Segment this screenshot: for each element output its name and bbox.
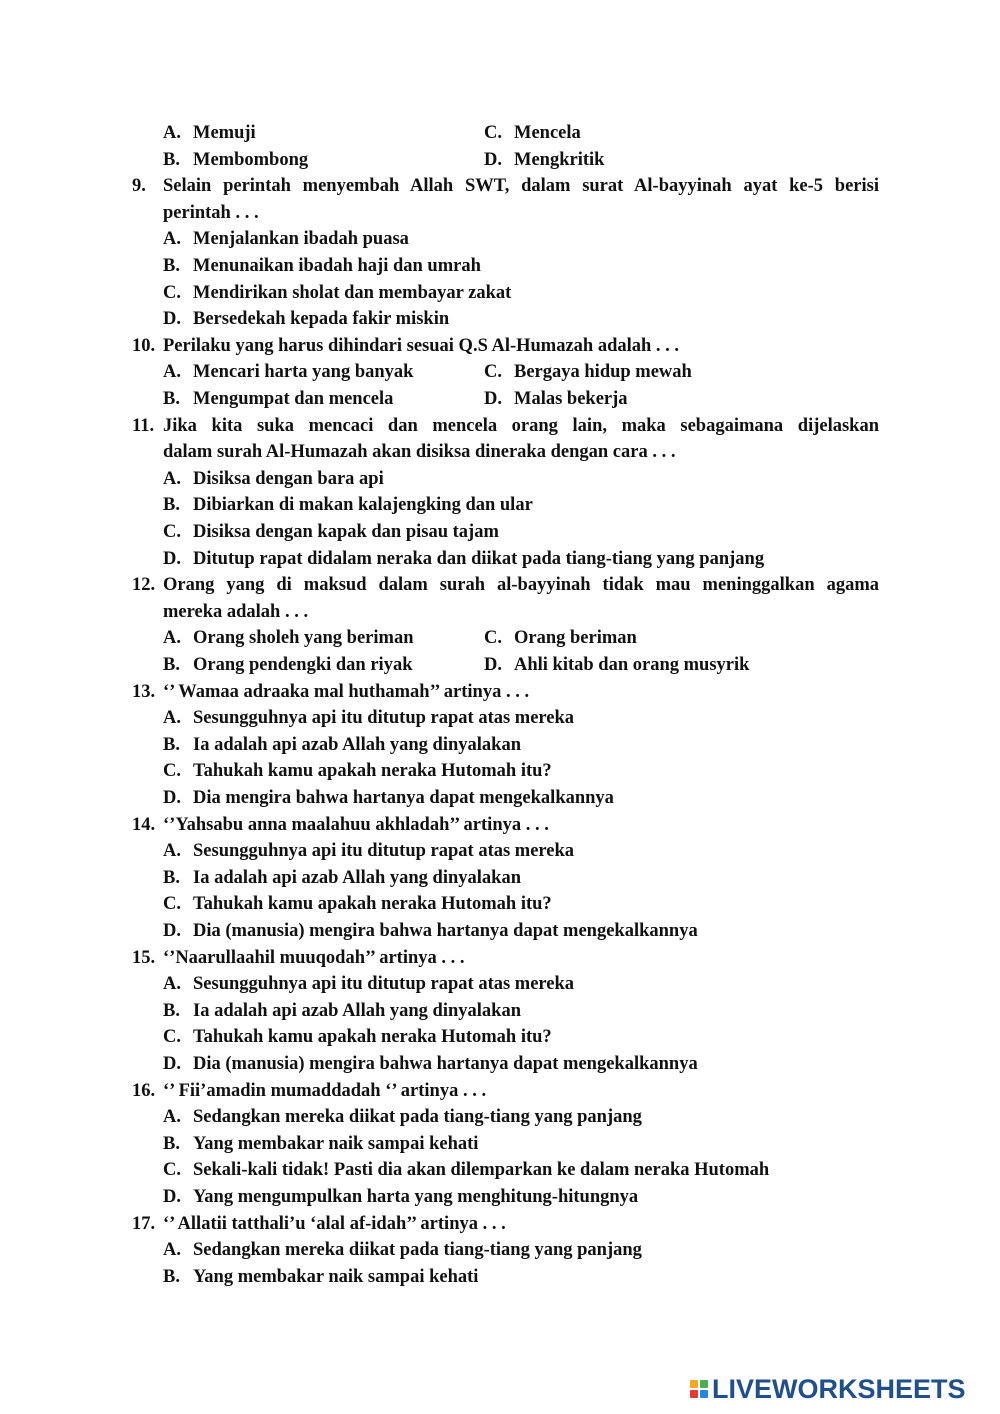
answer-option [484,627,637,649]
option-letter: D. [484,149,502,170]
answer-option [163,1106,642,1128]
option-text: Orang pendengki dan riyak [193,655,413,675]
option-letter: C. [163,522,181,542]
option-text: Mencari harta yang banyak [193,362,414,383]
question-number: 15. [132,947,156,968]
option-text: Memuji [193,123,256,143]
option-letter: C. [163,894,181,915]
question-number: 17. [132,1213,156,1234]
answer-option [484,388,628,410]
answer-option [163,973,574,995]
option-letter: A. [163,1107,181,1128]
option-text: Membombong [193,149,309,170]
question-number: 10. [132,335,156,356]
option-letter: B. [163,867,180,888]
question-number: 13. [132,681,156,702]
answer-option [484,654,749,676]
option-text: Malas bekerja [514,389,628,409]
option-letter: B. [163,495,180,516]
option-text: Bergaya hidup mewah [514,362,692,383]
answer-option [163,361,413,383]
option-text: Dia (manusia) mengira bahwa hartanya dapat mengekalkannya [193,1054,698,1074]
answer-option [163,308,449,330]
option-letter: D. [163,1054,181,1074]
option-letter: B. [163,1266,180,1287]
answer-option [163,627,413,649]
answer-option [163,840,574,862]
question-number: 14. [132,814,156,835]
option-text: Mengkritik [514,149,605,170]
option-letter: D. [163,921,181,941]
answer-option [163,920,698,942]
option-letter: A. [163,123,181,143]
option-letter: B. [163,149,180,170]
question-text: Jika kita suka mencaci dan mencela orang lain, maka sebagaimana dijelaskan [163,415,879,436]
answer-option [163,1266,478,1288]
option-text: Disiksa dengan kapak dan pisau tajam [193,522,499,542]
answer-option [163,255,481,277]
answer-option [163,388,393,410]
answer-option [484,122,581,144]
option-letter: B. [163,1133,180,1154]
logo-grid-icon [690,1380,708,1398]
option-letter: C. [484,362,502,383]
answer-option [163,1053,698,1075]
option-text: Bersedekah kepada fakir miskin [193,309,450,330]
answer-option [163,867,521,889]
question-number: 16. [132,1080,156,1101]
option-text: Tahukah kamu apakah neraka Hutomah itu? [193,1027,552,1048]
option-letter: A. [163,708,181,729]
option-letter: C. [484,123,502,143]
answer-option [163,521,499,543]
question-text: ‘’ Allatii tatthali’u ‘alal af-idah’’ artinya . . . [163,1213,506,1234]
answer-option [163,734,521,756]
answer-option [163,468,384,490]
answer-option [163,654,413,676]
option-letter: D. [163,788,181,808]
answer-option [163,1159,769,1181]
option-text: Orang sholeh yang beriman [193,628,414,649]
answer-option [163,893,552,915]
answer-option [163,1026,552,1048]
option-text: Ditutup rapat didalam neraka dan diikat pada tiang-tiang yang panjang [193,548,765,569]
option-letter: B. [163,256,180,276]
answer-option [163,787,614,809]
question-text: ‘’ Fii’amadin mumaddadah ‘’ artinya . . . [163,1080,487,1101]
question-text: ‘’Yahsabu anna maalahuu akhladah’’ artinya . . . [163,814,549,835]
question-text: ‘’Naarullaahil muuqodah’’ artinya . . . [163,947,465,968]
option-letter: A. [163,628,181,649]
option-letter: A. [163,229,181,250]
option-letter: D. [484,389,502,409]
option-text: Dibiarkan di makan kalajengking dan ular [193,495,533,516]
question-number: 9. [132,176,146,197]
option-text: Mengumpat dan mencela [193,389,394,409]
answer-option [163,228,409,250]
option-text: Yang mengumpulkan harta yang menghitung-hitungnya [193,1187,639,1207]
option-letter: D. [163,309,181,330]
option-letter: C. [163,1027,181,1048]
option-text: Tahukah kamu apakah neraka Hutomah itu? [193,894,552,915]
option-letter: A. [163,841,181,862]
option-text: Yang membakar naik sampai kehati [193,1266,479,1287]
option-text: Disiksa dengan bara api [193,468,384,489]
option-text: Mendirikan sholat dan membayar zakat [193,282,512,303]
question-text: ‘’ Wamaa adraaka mal huthamah’’ artinya . . . [163,681,530,702]
option-text: Sesungguhnya api itu ditutup rapat atas mereka [193,974,575,995]
option-letter: C. [163,1160,181,1181]
option-letter: D. [163,1187,181,1207]
question-text: dalam surah Al-Humazah akan disiksa dineraka dengan cara . . . [163,442,676,463]
option-text: Sesungguhnya api itu ditutup rapat atas mereka [193,708,575,729]
answer-option [163,707,574,729]
option-text: Sedangkan mereka diikat pada tiang-tiang yang panjang [193,1107,642,1128]
option-text: Yang membakar naik sampai kehati [193,1133,479,1154]
option-letter: B. [163,389,180,409]
question-text: mereka adalah . . . [163,601,309,622]
option-text: Ahli kitab dan orang musyrik [514,655,750,675]
option-text: Ia adalah api azab Allah yang dinyalakan [193,734,521,755]
option-letter: A. [163,974,181,995]
liveworksheets-logo [690,1374,966,1404]
question-number: 12. [132,575,156,596]
option-letter: B. [163,655,180,675]
option-letter: A. [163,362,181,383]
option-letter: B. [163,734,180,755]
option-text: Menjalankan ibadah puasa [193,229,409,250]
answer-option [163,1239,642,1261]
option-text: Dia (manusia) mengira bahwa hartanya dapat mengekalkannya [193,921,698,941]
answer-option [163,760,552,782]
option-text: Dia mengira bahwa hartanya dapat mengekalkannya [193,788,614,808]
answer-option [484,149,604,171]
question-text: Selain perintah menyembah Allah SWT, dalam surat Al-bayyinah ayat ke-5 berisi [163,176,879,197]
answer-option [163,1000,521,1022]
answer-option [163,282,511,304]
option-text: Sekali-kali tidak! Pasti dia akan dilemparkan ke dalam neraka Hutomah [193,1160,770,1181]
option-text: Ia adalah api azab Allah yang dinyalakan [193,1000,521,1021]
answer-option [163,1186,638,1208]
answer-option [163,149,308,171]
option-text: Sedangkan mereka diikat pada tiang-tiang yang panjang [193,1240,642,1261]
answer-option [163,1133,478,1155]
answer-option [484,361,692,383]
answer-option [163,122,256,144]
option-text: Mencela [514,123,581,143]
question-text: perintah . . . [163,202,259,223]
option-letter: D. [163,548,181,569]
option-letter: C. [163,282,181,303]
question-number: 11. [132,415,155,436]
logo-text: LIVEWORKSHEETS [712,1374,966,1404]
option-letter: B. [163,1000,180,1021]
answer-option [163,548,764,570]
option-letter: A. [163,1240,181,1261]
answer-option [163,494,533,516]
option-text: Menunaikan ibadah haji dan umrah [193,256,481,276]
question-text: Perilaku yang harus dihindari sesuai Q.S Al-Humazah adalah . . . [163,335,680,356]
option-text: Tahukah kamu apakah neraka Hutomah itu? [193,761,552,782]
option-letter: A. [163,468,181,489]
option-letter: D. [484,655,502,675]
option-text: Orang beriman [514,628,637,649]
option-text: Sesungguhnya api itu ditutup rapat atas mereka [193,841,575,862]
option-letter: C. [163,761,181,782]
option-letter: C. [484,628,502,649]
option-text: Ia adalah api azab Allah yang dinyalakan [193,867,521,888]
question-text: Orang yang di maksud dalam surah al-bayyinah tidak mau meninggalkan agama [163,575,879,596]
